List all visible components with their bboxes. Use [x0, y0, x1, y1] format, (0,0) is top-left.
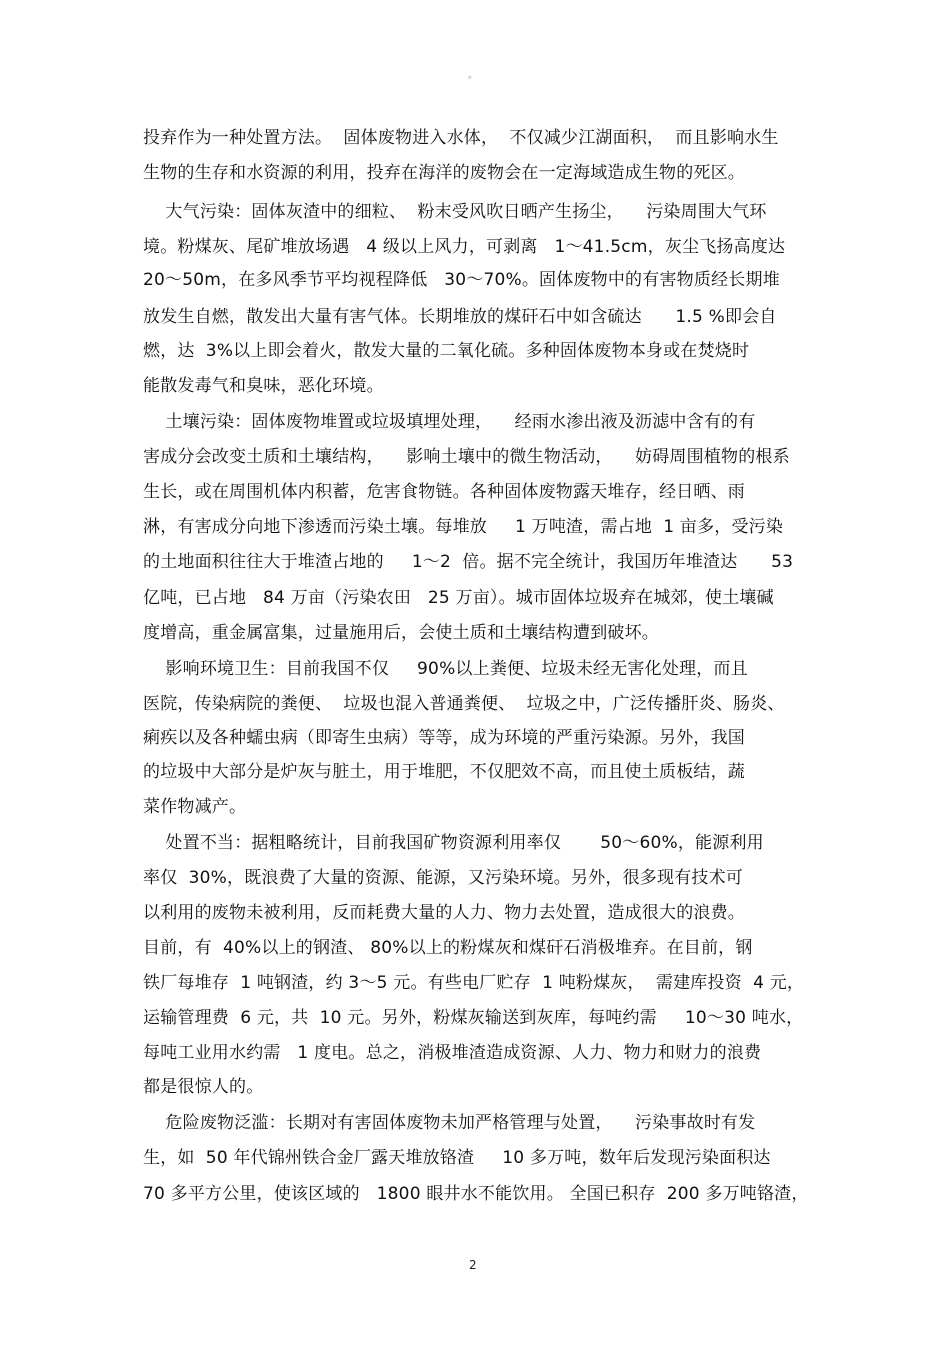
- text-line: 生物的生存和水资源的利用，投弃在海洋的废物会在一定海域造成生物的死区。: [143, 163, 745, 183]
- text-line: 境。粉煤灰、尾矿堆放场遇 4 级以上风力，可剥离 1～41.5cm，灰尘飞扬高度达: [143, 237, 786, 257]
- text-line: 生长，或在周围机体内积蓄，危害食物链。各种固体废物露天堆存，经日晒、雨: [143, 482, 745, 502]
- text-line: 大气污染：固体灰渣中的细粒、 粉末受风吹日晒产生扬尘， 污染周围大气环: [143, 202, 767, 222]
- text-line: 淋，有害成分向地下渗透而污染土壤。每堆放 1 万吨渣，需占地 1 亩多，受污染: [143, 517, 784, 537]
- text-line: 放发生自燃，散发出大量有害气体。长期堆放的煤矸石中如含硫达 1.5 %即会自: [143, 307, 777, 327]
- text-line: 每吨工业用水约需 1 度电。总之，消极堆渣造成资源、人力、物力和财力的浪费: [143, 1043, 762, 1063]
- text-line: 生，如 50 年代锦州铁合金厂露天堆放铬渣 10 多万吨，数年后发现污染面积达: [143, 1148, 771, 1168]
- text-line: 处置不当：据粗略统计，目前我国矿物资源利用率仅 50～60%，能源利用: [143, 833, 764, 853]
- text-line: 运输管理费 6 元，共 10 元。另外，粉煤灰输送到灰库，每吨约需 10～30 吨水，: [143, 1008, 804, 1028]
- text-line: 都是很惊人的。: [143, 1077, 264, 1097]
- text-line: 的垃圾中大部分是炉灰与脏土，用于堆肥，不仅肥效不高，而且使土质板结，蔬: [143, 762, 745, 782]
- text-line: 70 多平方公里，使该区域的 1800 眼井水不能饮用。 全国已积存 200 多万吨铬渣，: [143, 1184, 809, 1204]
- text-line: 医院，传染病院的粪便、 垃圾也混入普通粪便、 垃圾之中，广泛传播肝炎、肠炎、: [143, 694, 785, 714]
- text-line: 痢疾以及各种蠕虫病（即寄生虫病）等等，成为环境的严重污染源。另外，我国: [143, 728, 745, 748]
- text-line: 菜作物减产。: [143, 797, 247, 817]
- text-line: 影响环境卫生：目前我国不仅 90%以上粪便、垃圾未经无害化处理，而且: [143, 659, 748, 679]
- header-mark: 。: [468, 70, 478, 81]
- text-line: 害成分会改变土质和土壤结构， 影响土壤中的微生物活动， 妨碍周围植物的根系: [143, 447, 790, 467]
- text-line: 以利用的废物未被利用，反而耗费大量的人力、物力去处置，造成很大的浪费。: [143, 903, 745, 923]
- text-line: 能散发毒气和臭味，恶化环境。: [143, 376, 384, 396]
- text-line: 20～50m，在多风季节平均视程降低 30～70%。固体废物中的有害物质经长期堆: [143, 270, 780, 290]
- text-line: 的土地面积往往大于堆渣占地的 1～2 倍。据不完全统计，我国历年堆渣达 53: [143, 552, 794, 572]
- text-line: 亿吨，已占地 84 万亩（污染农田 25 万亩）。城市固体垃圾弃在城郊，使土壤碱: [143, 588, 774, 608]
- text-line: 燃，达 3%以上即会着火，散发大量的二氧化硫。多种固体废物本身或在焚烧时: [143, 341, 750, 361]
- text-line: 度增高，重金属富集，过量施用后，会使土质和土壤结构遭到破坏。: [143, 623, 659, 643]
- text-line: 投弃作为一种处置方法。 固体废物进入水体， 不仅减少江湖面积， 而且影响水生: [143, 128, 779, 148]
- text-line: 铁厂每堆存 1 吨钢渣，约 3～5 元。有些电厂贮存 1 吨粉煤灰， 需建库投资 4 元，: [143, 973, 805, 993]
- text-line: 土壤污染：固体废物堆置或垃圾填埋处理， 经雨水渗出液及沥滤中含有的有: [143, 412, 756, 432]
- page-number: 2: [469, 1258, 477, 1272]
- text-line: 率仅 30%，既浪费了大量的资源、能源，又污染环境。另外，很多现有技术可: [143, 868, 743, 888]
- text-line: 目前，有 40%以上的钢渣、 80%以上的粉煤灰和煤矸石消极堆弃。在目前，钢: [143, 938, 753, 958]
- text-line: 危险废物泛滥：长期对有害固体废物未加严格管理与处置， 污染事故时有发: [143, 1113, 756, 1133]
